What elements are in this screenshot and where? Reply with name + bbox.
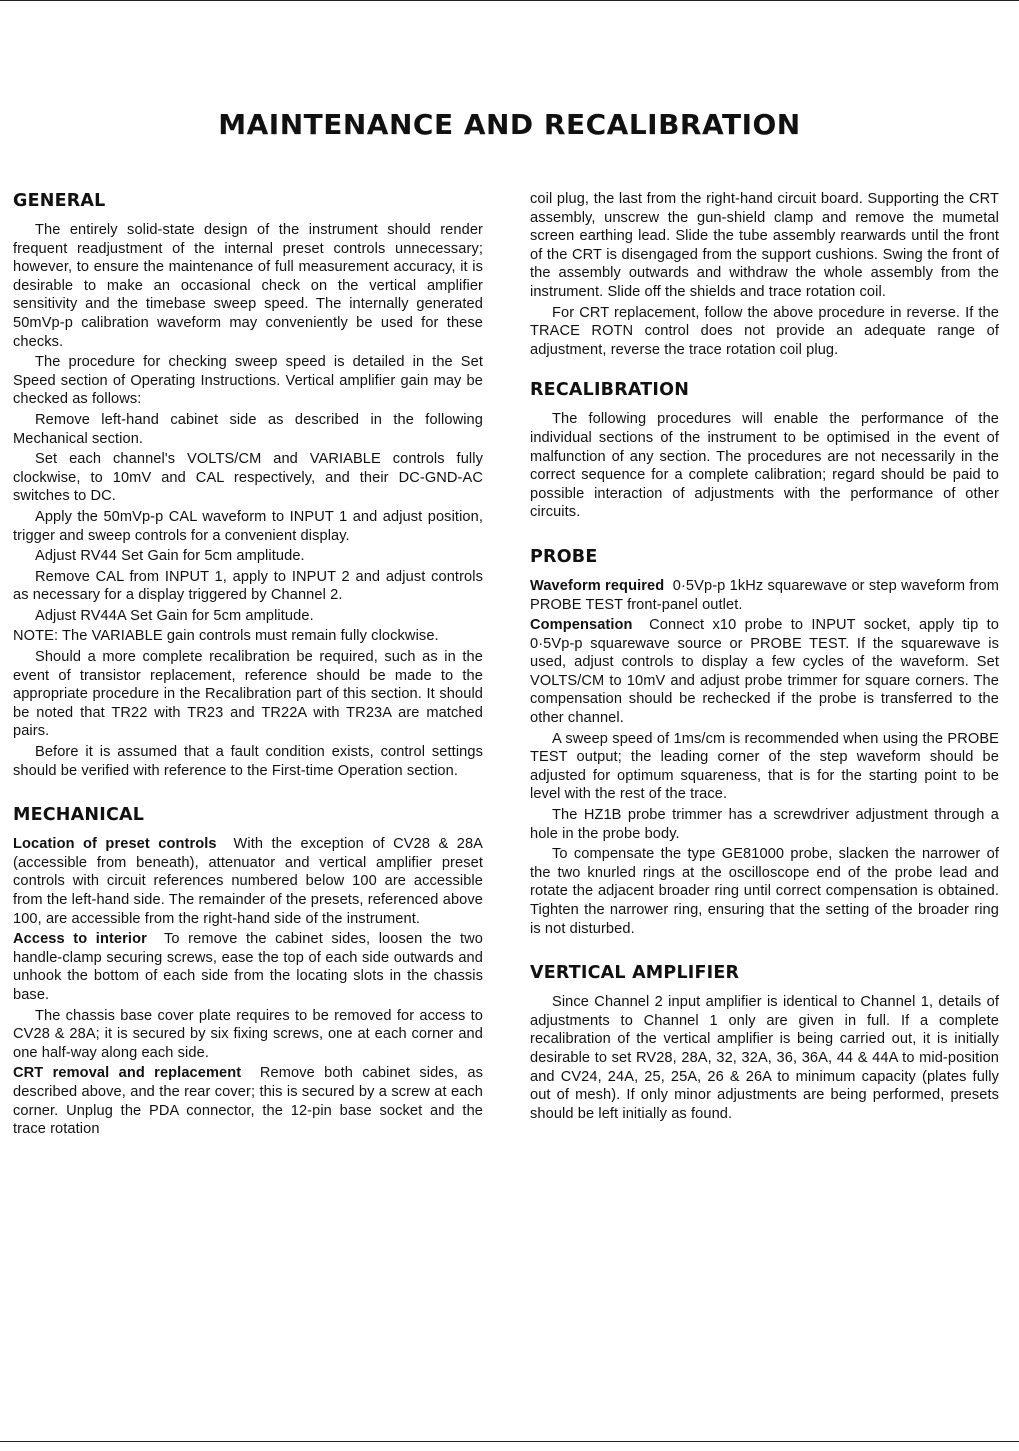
run-in-heading: Location of preset controls <box>13 836 217 853</box>
run-in-heading: CRT removal and replacement <box>13 1065 242 1082</box>
paragraph: Set each channel's VOLTS/CM and VARIABLE controls fully clockwise, to 10mV and CAL respectively, and their DC-GND-AC switches to DC. <box>13 451 483 505</box>
right-column <box>530 190 999 1125</box>
paragraph: Adjust RV44A Set Gain for 5cm amplitude. <box>35 607 314 624</box>
paragraph: Remove CAL from INPUT 1, apply to INPUT 2 and adjust controls as necessary for a display triggered by Channel 2. <box>13 568 483 604</box>
bottom-rule <box>0 1441 1019 1442</box>
run-in-heading: Compensation <box>530 617 633 634</box>
paragraph-compensation <box>530 616 999 728</box>
paragraph-body: To remove the cabinet sides, loosen the two handle-clamp securing screws, ease the top of each side outwards and unhook the bottom of each side from the locating slots in the chassis base. <box>13 931 483 1003</box>
paragraph-body: With the exception of CV28 & 28A (accessible from beneath), attenuator and vertical amplifier preset controls with circuit references numbered below 100 are accessible from the left-hand side. The remainder of the presets, referenced above 100, are accessible from the right-hand side of the instrument. <box>13 836 483 927</box>
top-rule <box>0 0 1019 1</box>
paragraph: The HZ1B probe trimmer has a screwdriver adjustment through a hole in the probe body. <box>530 807 999 842</box>
section-heading-mechanical: MECHANICAL <box>13 805 145 826</box>
paragraph: Apply the 50mVp-p CAL waveform to INPUT 1 and adjust position, trigger and sweep controls for a convenient display. <box>13 508 483 544</box>
paragraph: Adjust RV44 Set Gain for 5cm amplitude. <box>35 548 305 565</box>
paragraph: Remove left-hand cabinet side as described in the following Mechanical section. <box>13 411 483 447</box>
section-heading-recalibration: RECALIBRATION <box>530 380 690 401</box>
paragraph: To compensate the type GE81000 probe, slacken the narrower of the two knurled rings at the oscilloscope end of the probe lead and rotate the adjacent broader ring until correct compensation is obtained. Tighten the narrower ring, ensuring that the setting of the broader ring is not disturbed. <box>530 846 999 937</box>
page-title: MAINTENANCE AND RECALIBRATION <box>218 108 801 141</box>
paragraph-waveform-required <box>530 577 999 614</box>
paragraph-location-of-presets <box>13 835 483 928</box>
paragraph: Since Channel 2 input amplifier is identical to Channel 1, details of adjustments to Channel 1 only are given in full. If a complete recalibration of the vertical amplifier is being carried out, it is initially desirable to set RV28, 28A, 32, 32A, 36, 36A, 44 & 44A to mid-position and CV24, 24A, 25, 25A, 26 & 26A to minimum capacity (plates fully out of mesh). If only minor adjustments are being performed, presets should be left initially as found. <box>530 994 999 1122</box>
paragraph: A sweep speed of 1ms/cm is recommended when using the PROBE TEST output; the leading corner of the step waveform should be adjusted for optimum squareness, that is for the starting point to be level with the rest of the trace. <box>530 730 999 803</box>
section-heading-probe: PROBE <box>530 546 598 567</box>
paragraph: Before it is assumed that a fault condition exists, control settings should be verified with reference to the First-time Operation section. <box>13 744 483 779</box>
run-in-heading: Waveform required <box>530 577 665 594</box>
paragraph-body: Remove both cabinet sides, as described above, and the rear cover; this is secured by a screw at each corner. Unplug the PDA connector, the 12-pin base socket and the trace rotation <box>13 1065 483 1138</box>
paragraph-crt-removal <box>13 1064 483 1138</box>
paragraph: The procedure for checking sweep speed is detailed in the Set Speed section of Operating Instructions. Vertical amplifier gain may be checked as follows: <box>13 354 483 408</box>
paragraph-access-to-interior <box>13 930 483 1004</box>
section-heading-vertical-amplifier: VERTICAL AMPLIFIER <box>530 963 740 984</box>
paragraph: The entirely solid-state design of the instrument should render frequent readjustment of the internal preset controls unnecessary; however, to ensure the maintenance of full measurement accuracy, it is desirable to make an occasional check on the vertical amplifier sensitivity and the timebase sweep speed. The internally generated 50mVp-p calibration waveform may conveniently be used for these checks. <box>13 222 483 350</box>
paragraph-continued: coil plug, the last from the right-hand circuit board. Supporting the CRT assembly, unscrew the gun-shield clamp and remove the mumetal screen earthing lead. Slide the tube assembly rearwards until the front of the CRT is disengaged from the support cushions. Swing the front of the assembly outwards and withdraw the whole assembly from the instrument. Slide off the shields and trace rotation coil. <box>530 191 999 300</box>
run-in-heading: Access to interior <box>13 931 147 948</box>
left-column <box>13 190 483 1141</box>
paragraph-body: Connect x10 probe to INPUT socket, apply tip to 0·5Vp-p squarewave source or PROBE TEST. If the squarewave is used, adjust controls to display a few cycles of the waveform. Set VOLTS/CM to 10mV and adjust probe trimmer for square corners. The compensation should be rechecked if the probe is transferred to the other channel. <box>530 617 999 727</box>
paragraph: The chassis base cover plate requires to be removed for access to CV28 & 28A; it is secured by six fixing screws, one at each corner and one half-way along each side. <box>13 1007 483 1061</box>
paragraph: Should a more complete recalibration be required, such as in the event of transistor replacement, reference should be made to the appropriate procedure in the Recalibration part of this section. It should be noted that TR22 with TR23 and TR22A with TR23A are matched pairs. <box>13 649 483 740</box>
paragraph: For CRT replacement, follow the above procedure in reverse. If the TRACE ROTN control does not provide an adequate range of adjustment, reverse the trace rotation coil plug. <box>530 304 999 358</box>
section-heading-general: GENERAL <box>13 191 106 211</box>
paragraph-body: 0·5Vp-p 1kHz squarewave or step waveform from PROBE TEST front-panel outlet. <box>530 577 999 613</box>
paragraph: The following procedures will enable the performance of the individual sections of the instrument to be optimised in the event of malfunction of any section. The procedures are not necessarily in the correct sequence for a complete calibration; regard should be paid to possible interaction of adjustments with the performance of other circuits. <box>530 411 999 521</box>
note-paragraph: NOTE: The VARIABLE gain controls must remain fully clockwise. <box>13 628 439 645</box>
